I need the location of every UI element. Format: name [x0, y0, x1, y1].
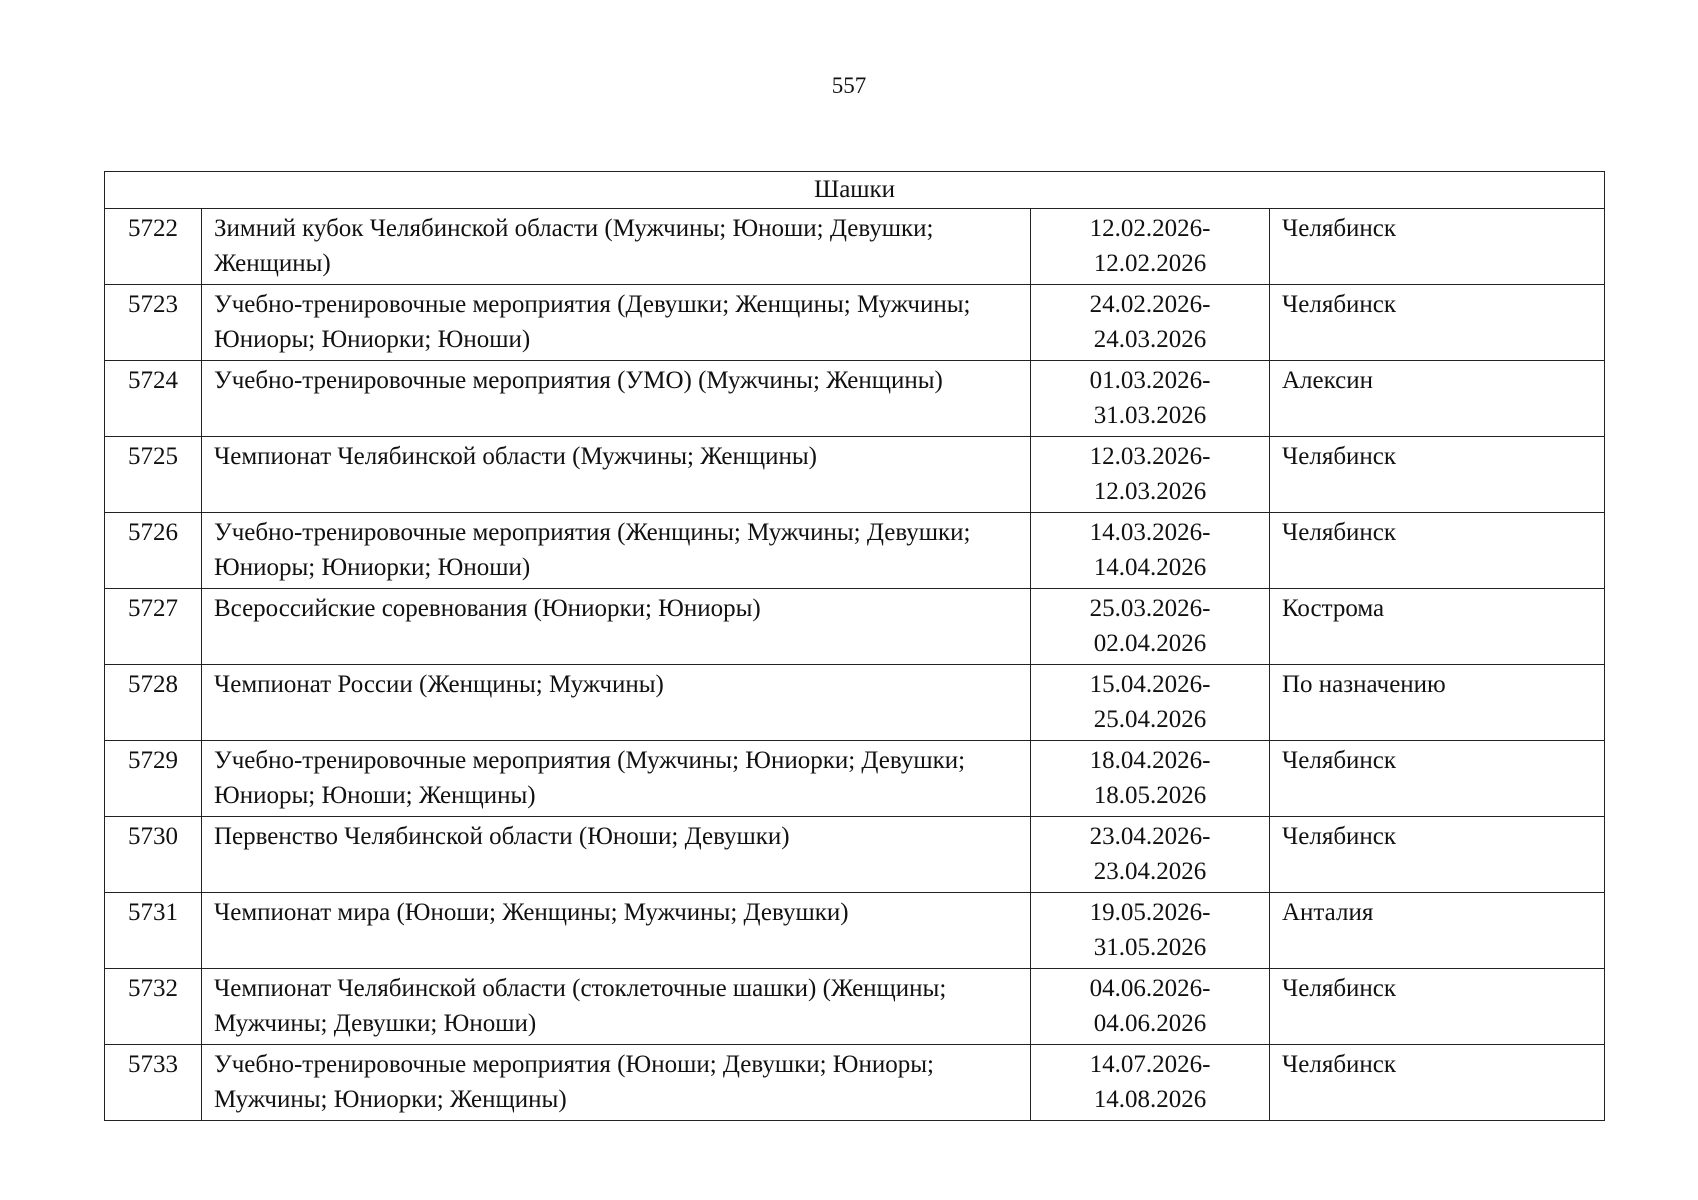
date-start: 04.06.2026- — [1089, 975, 1211, 1002]
date-start: 14.03.2026- — [1089, 519, 1211, 546]
event-dates — [1031, 361, 1270, 437]
event-dates — [1031, 741, 1270, 817]
event-name: Всероссийские соревнования (Юниорки; Юниоры) — [202, 589, 1031, 665]
table-row — [105, 209, 1605, 285]
event-place: Челябинск — [1270, 513, 1605, 589]
event-dates — [1031, 209, 1270, 285]
row-number: 5733 — [105, 1045, 202, 1121]
event-dates — [1031, 969, 1270, 1045]
event-place: Кострома — [1270, 589, 1605, 665]
date-end: 24.03.2026 — [1093, 326, 1207, 353]
date-end: 23.04.2026 — [1093, 858, 1207, 885]
date-start: 15.04.2026- — [1089, 671, 1211, 698]
event-place: Челябинск — [1270, 1045, 1605, 1121]
event-name: Первенство Челябинской области (Юноши; Девушки) — [202, 817, 1031, 893]
event-dates — [1031, 817, 1270, 893]
event-place: Челябинск — [1270, 817, 1605, 893]
event-name: Учебно-тренировочные мероприятия (Женщины; Мужчины; Девушки; Юниоры; Юниорки; Юноши) — [202, 513, 1031, 589]
date-start: 01.03.2026- — [1089, 367, 1211, 394]
table-row — [105, 589, 1605, 665]
section-title: Шашки — [105, 172, 1605, 209]
date-end: 04.06.2026 — [1093, 1010, 1207, 1037]
event-dates — [1031, 665, 1270, 741]
row-number: 5722 — [105, 209, 202, 285]
table-row — [105, 665, 1605, 741]
event-dates — [1031, 513, 1270, 589]
date-end: 31.03.2026 — [1093, 402, 1207, 429]
date-end: 12.03.2026 — [1093, 478, 1207, 505]
event-place: Челябинск — [1270, 741, 1605, 817]
table-row — [105, 285, 1605, 361]
date-end: 02.04.2026 — [1093, 630, 1207, 657]
date-end: 18.05.2026 — [1093, 782, 1207, 809]
event-name: Учебно-тренировочные мероприятия (Юноши; Девушки; Юниоры; Мужчины; Юниорки; Женщины) — [202, 1045, 1031, 1121]
events-table — [104, 171, 1605, 1121]
date-start: 25.03.2026- — [1089, 595, 1211, 622]
date-end: 14.08.2026 — [1093, 1086, 1207, 1113]
table-row — [105, 1045, 1605, 1121]
date-start: 12.02.2026- — [1089, 215, 1211, 242]
date-end: 12.02.2026 — [1093, 250, 1207, 277]
date-start: 18.04.2026- — [1089, 747, 1211, 774]
row-number: 5725 — [105, 437, 202, 513]
row-number: 5730 — [105, 817, 202, 893]
event-dates — [1031, 893, 1270, 969]
date-end: 31.05.2026 — [1093, 934, 1207, 961]
table-row — [105, 437, 1605, 513]
table-row — [105, 893, 1605, 969]
date-start: 14.07.2026- — [1089, 1051, 1211, 1078]
event-name: Чемпионат Челябинской области (стоклеточные шашки) (Женщины; Мужчины; Девушки; Юноши) — [202, 969, 1031, 1045]
table-row — [105, 969, 1605, 1045]
event-place: Челябинск — [1270, 969, 1605, 1045]
date-end: 14.04.2026 — [1093, 554, 1207, 581]
row-number: 5724 — [105, 361, 202, 437]
event-place: Алексин — [1270, 361, 1605, 437]
row-number: 5729 — [105, 741, 202, 817]
section-header-row — [105, 172, 1605, 209]
row-number: 5727 — [105, 589, 202, 665]
event-dates — [1031, 437, 1270, 513]
event-name: Чемпионат Челябинской области (Мужчины; Женщины) — [202, 437, 1031, 513]
page-number: 557 — [831, 73, 867, 98]
event-name: Учебно-тренировочные мероприятия (Мужчины; Юниорки; Девушки; Юниоры; Юноши; Женщины) — [202, 741, 1031, 817]
events-table-body — [105, 172, 1605, 1121]
row-number: 5723 — [105, 285, 202, 361]
event-dates — [1031, 589, 1270, 665]
event-name: Зимний кубок Челябинской области (Мужчины; Юноши; Девушки; Женщины) — [202, 209, 1031, 285]
event-place: Челябинск — [1270, 209, 1605, 285]
event-place: Анталия — [1270, 893, 1605, 969]
event-name: Чемпионат мира (Юноши; Женщины; Мужчины; Девушки) — [202, 893, 1031, 969]
event-place: Челябинск — [1270, 437, 1605, 513]
table-row — [105, 817, 1605, 893]
date-end: 25.04.2026 — [1093, 706, 1207, 733]
event-name: Чемпионат России (Женщины; Мужчины) — [202, 665, 1031, 741]
row-number: 5726 — [105, 513, 202, 589]
table-row — [105, 741, 1605, 817]
date-start: 23.04.2026- — [1089, 823, 1211, 850]
date-start: 19.05.2026- — [1089, 899, 1211, 926]
event-dates — [1031, 1045, 1270, 1121]
table-row — [105, 361, 1605, 437]
row-number: 5728 — [105, 665, 202, 741]
table-row — [105, 513, 1605, 589]
date-start: 12.03.2026- — [1089, 443, 1211, 470]
event-name: Учебно-тренировочные мероприятия (Девушки; Женщины; Мужчины; Юниоры; Юниорки; Юноши) — [202, 285, 1031, 361]
row-number: 5732 — [105, 969, 202, 1045]
event-place: Челябинск — [1270, 285, 1605, 361]
row-number: 5731 — [105, 893, 202, 969]
event-place: По назначению — [1270, 665, 1605, 741]
event-dates — [1031, 285, 1270, 361]
date-start: 24.02.2026- — [1089, 291, 1211, 318]
event-name: Учебно-тренировочные мероприятия (УМО) (Мужчины; Женщины) — [202, 361, 1031, 437]
